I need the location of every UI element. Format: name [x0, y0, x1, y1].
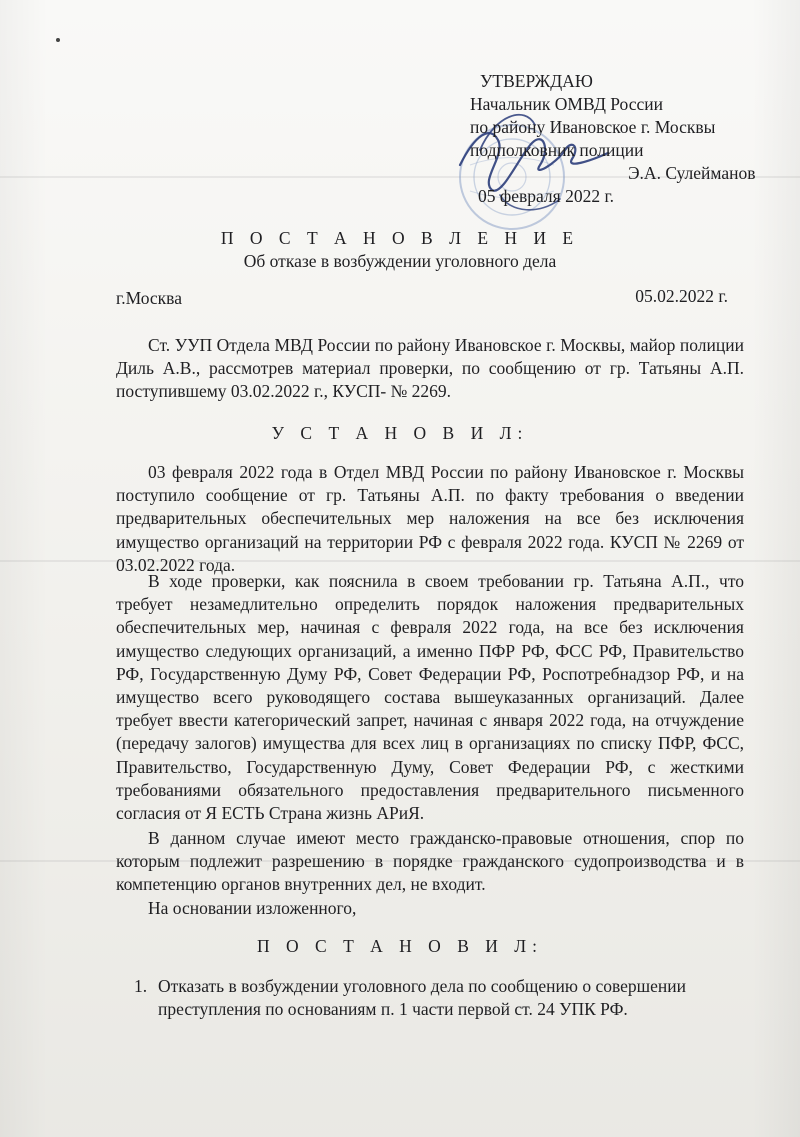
established-paragraph-1: 03 февраля 2022 года в Отдел МВД России по району Ивановское г. Москвы поступило сообщение от гр. Татьяны А.П. по факту требования о введении предварительных обеспечительных мер наложения на все без исключения имущество организаций на территории РФ с февраля 2022 года. КУСП № 2269 от 03.02.2022 года. — [116, 462, 744, 575]
document-date: 05.02.2022 г. — [635, 286, 728, 306]
document-type-heading: П О С Т А Н О В Л Е Н И Е — [220, 228, 580, 248]
approval-position-line2: по району Ивановское г. Москвы — [470, 117, 716, 137]
established-heading: У С Т А Н О В И Л: — [271, 423, 529, 443]
decision-number: 1. — [134, 976, 148, 996]
approval-block — [470, 70, 780, 208]
decided-heading: П О С Т А Н О В И Л: — [257, 936, 543, 956]
document-place: г.Москва — [116, 288, 182, 308]
intro-paragraph: Ст. УУП Отдела МВД России по району Ивановское г. Москвы, майор полиции Диль А.В., рассмотрев материал проверки, по сообщению от гр. Татьяны А.П. поступившему 03.02.2022 г., КУСП- № 2269. — [116, 335, 744, 402]
approval-position-line1: Начальник ОМВД России — [470, 94, 664, 114]
corner-mark — [56, 38, 60, 42]
decision-item — [116, 975, 744, 1021]
approval-signatory: Э.А. Сулейманов — [628, 163, 756, 183]
established-paragraph-3: В данном случае имеют место гражданско-правовые отношения, спор по которым подлежит разрешению в порядке гражданского судопроизводства и в компетенцию органов внутренних дел, не входит. — [116, 828, 744, 895]
established-paragraph-2: В ходе проверки, как пояснила в своем требовании гр. Татьяна А.П., что требует незамедлительно определить порядок наложения предварительных обеспечительных мер, начиная с февраля 2022 года, на все без исключения имущество следующих организаций, а именно ПФР РФ, ФСС РФ, Правительство РФ, Государственную Думу РФ, Совет Федерации РФ, Роспотребнадзор РФ, и на имущество всего руководящего состава вышеуказанных организаций. Далее требует ввести категорический запрет, начиная с января 2022 года, на отчуждение (передачу залогов) имущества для всех лиц в организациях по списку ПФР, ФСС, Правительство, Государственную Думу, Совет Федерации РФ, с жесткими требованиями обязательного предоставления предварительного письменного согласия от Я ЕСТЬ Страна жизнь АРиЯ. — [116, 571, 744, 824]
established-paragraph-4: На основании изложенного, — [148, 898, 357, 918]
decision-text: Отказать в возбуждении уголовного дела по сообщению о совершении преступления по основаниям п. 1 части первой ст. 24 УПК РФ. — [158, 976, 686, 1020]
document-subject: Об отказе в возбуждении уголовного дела — [243, 251, 557, 271]
approval-title: УТВЕРЖДАЮ — [480, 71, 593, 91]
approval-date: 05 февраля 2022 г. — [478, 186, 615, 206]
approval-rank: подполковник полиции — [470, 140, 644, 160]
